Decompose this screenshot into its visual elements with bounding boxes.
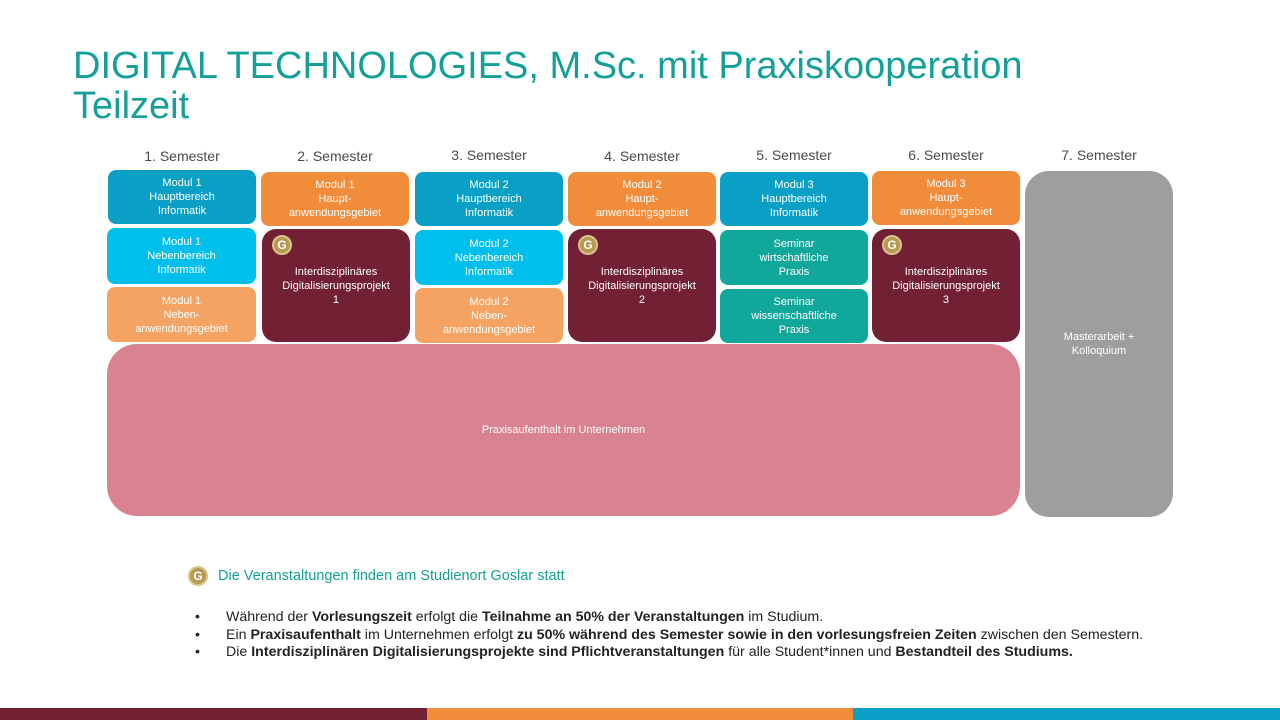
semester-label-4: 4. Semester	[604, 148, 680, 164]
footer-bar-maroon	[0, 708, 427, 720]
footer-bar-blue	[853, 708, 1280, 720]
bullet-list	[195, 609, 1255, 662]
module-label: Modul 2 Neben- anwendungsgebiet	[442, 295, 536, 336]
semester-label-1: 1. Semester	[144, 148, 220, 164]
module-label: Interdisziplinäres Digitalisierungsprojekt 3	[892, 265, 1000, 306]
digitalisierungsprojekt-2	[568, 229, 716, 342]
semester-label-3: 3. Semester	[451, 147, 527, 163]
bullet-icon: •	[195, 626, 200, 643]
semester-label-7: 7. Semester	[1061, 147, 1137, 163]
title-line-1: DIGITAL TECHNOLOGIES, M.Sc. mit Praxiskooperation	[73, 45, 1023, 87]
module-label: Modul 3 Hauptbereich Informatik	[761, 179, 827, 219]
module-label: Modul 2 Haupt- anwendungsgebiet	[595, 179, 689, 219]
legend-text: Die Veranstaltungen finden am Studienort Goslar statt	[218, 568, 565, 584]
seminar-wirtschaftliche-praxis	[720, 230, 868, 285]
module-1-hauptbereich-informatik	[108, 170, 256, 224]
digitalisierungsprojekt-1	[262, 229, 410, 342]
module-label: Seminar wissenschaftliche Praxis	[751, 296, 837, 336]
goslar-location-icon: G	[272, 235, 292, 255]
praxis-label: Praxisaufenthalt im Unternehmen	[481, 424, 646, 436]
bullet-text: Ein Praxisaufenthalt im Unternehmen erfolgt zu 50% während des Semester sowie in den vorlesungsfreien Zeiten zwischen den Semestern.	[226, 626, 1144, 643]
module-2-hauptbereich-informatik	[415, 172, 563, 226]
list-item	[195, 627, 1255, 645]
module-label: Modul 2 Hauptbereich Informatik	[456, 179, 522, 219]
module-label: Seminar wirtschaftliche Praxis	[759, 237, 829, 278]
module-2-nebenanwendungsgebiet	[415, 288, 563, 343]
module-label: Modul 3 Haupt- anwendungsgebiet	[899, 178, 993, 218]
bullet-icon: •	[195, 609, 200, 625]
masterarbeit-label: Masterarbeit + Kolloquium	[1063, 331, 1135, 357]
goslar-location-icon: G	[578, 235, 598, 255]
goslar-legend	[188, 566, 565, 586]
page-title	[73, 46, 1023, 126]
footer-bar-orange	[427, 708, 853, 720]
bullet-icon: •	[195, 644, 200, 660]
semester-label-5: 5. Semester	[756, 147, 832, 163]
semester-label-2: 2. Semester	[297, 148, 373, 164]
goslar-location-icon: G	[188, 566, 208, 586]
module-label: Modul 2 Nebenbereich Informatik	[454, 237, 524, 278]
module-label: Modul 1 Haupt- anwendungsgebiet	[288, 179, 382, 219]
title-line-2: Teilzeit	[73, 85, 190, 127]
module-label: Modul 1 Hauptbereich Informatik	[149, 177, 215, 217]
list-item	[195, 644, 1255, 662]
module-label: Interdisziplinäres Digitalisierungsprojekt 1	[282, 265, 390, 306]
semester-label-6: 6. Semester	[908, 147, 984, 163]
module-2-hauptanwendungsgebiet	[568, 172, 716, 226]
bullet-text: Die Interdisziplinären Digitalisierungsprojekte sind Pflichtveranstaltungen für alle Student*innen und Bestandteil des Studiums.	[226, 644, 1073, 660]
masterarbeit-kolloquium	[1025, 171, 1173, 517]
list-item	[195, 609, 1255, 627]
module-2-nebenbereich-informatik	[415, 230, 563, 285]
praxisaufenthalt-block	[107, 344, 1020, 516]
digitalisierungsprojekt-3	[872, 229, 1020, 342]
module-label: Modul 1 Neben- anwendungsgebiet	[135, 294, 228, 335]
module-1-nebenanwendungsgebiet	[107, 287, 256, 342]
module-label: Modul 1 Nebenbereich Informatik	[147, 236, 216, 276]
module-1-hauptanwendungsgebiet	[261, 172, 409, 226]
goslar-location-icon: G	[882, 235, 902, 255]
module-label: Interdisziplinäres Digitalisierungsprojekt 2	[588, 265, 696, 306]
module-3-hauptanwendungsgebiet	[872, 171, 1020, 225]
seminar-wissenschaftliche-praxis	[720, 289, 868, 343]
module-3-hauptbereich-informatik	[720, 172, 868, 226]
bullet-text: Während der Vorlesungszeit erfolgt die Teilnahme an 50% der Veranstaltungen im Studium.	[226, 609, 824, 625]
module-1-nebenbereich-informatik	[107, 228, 256, 284]
